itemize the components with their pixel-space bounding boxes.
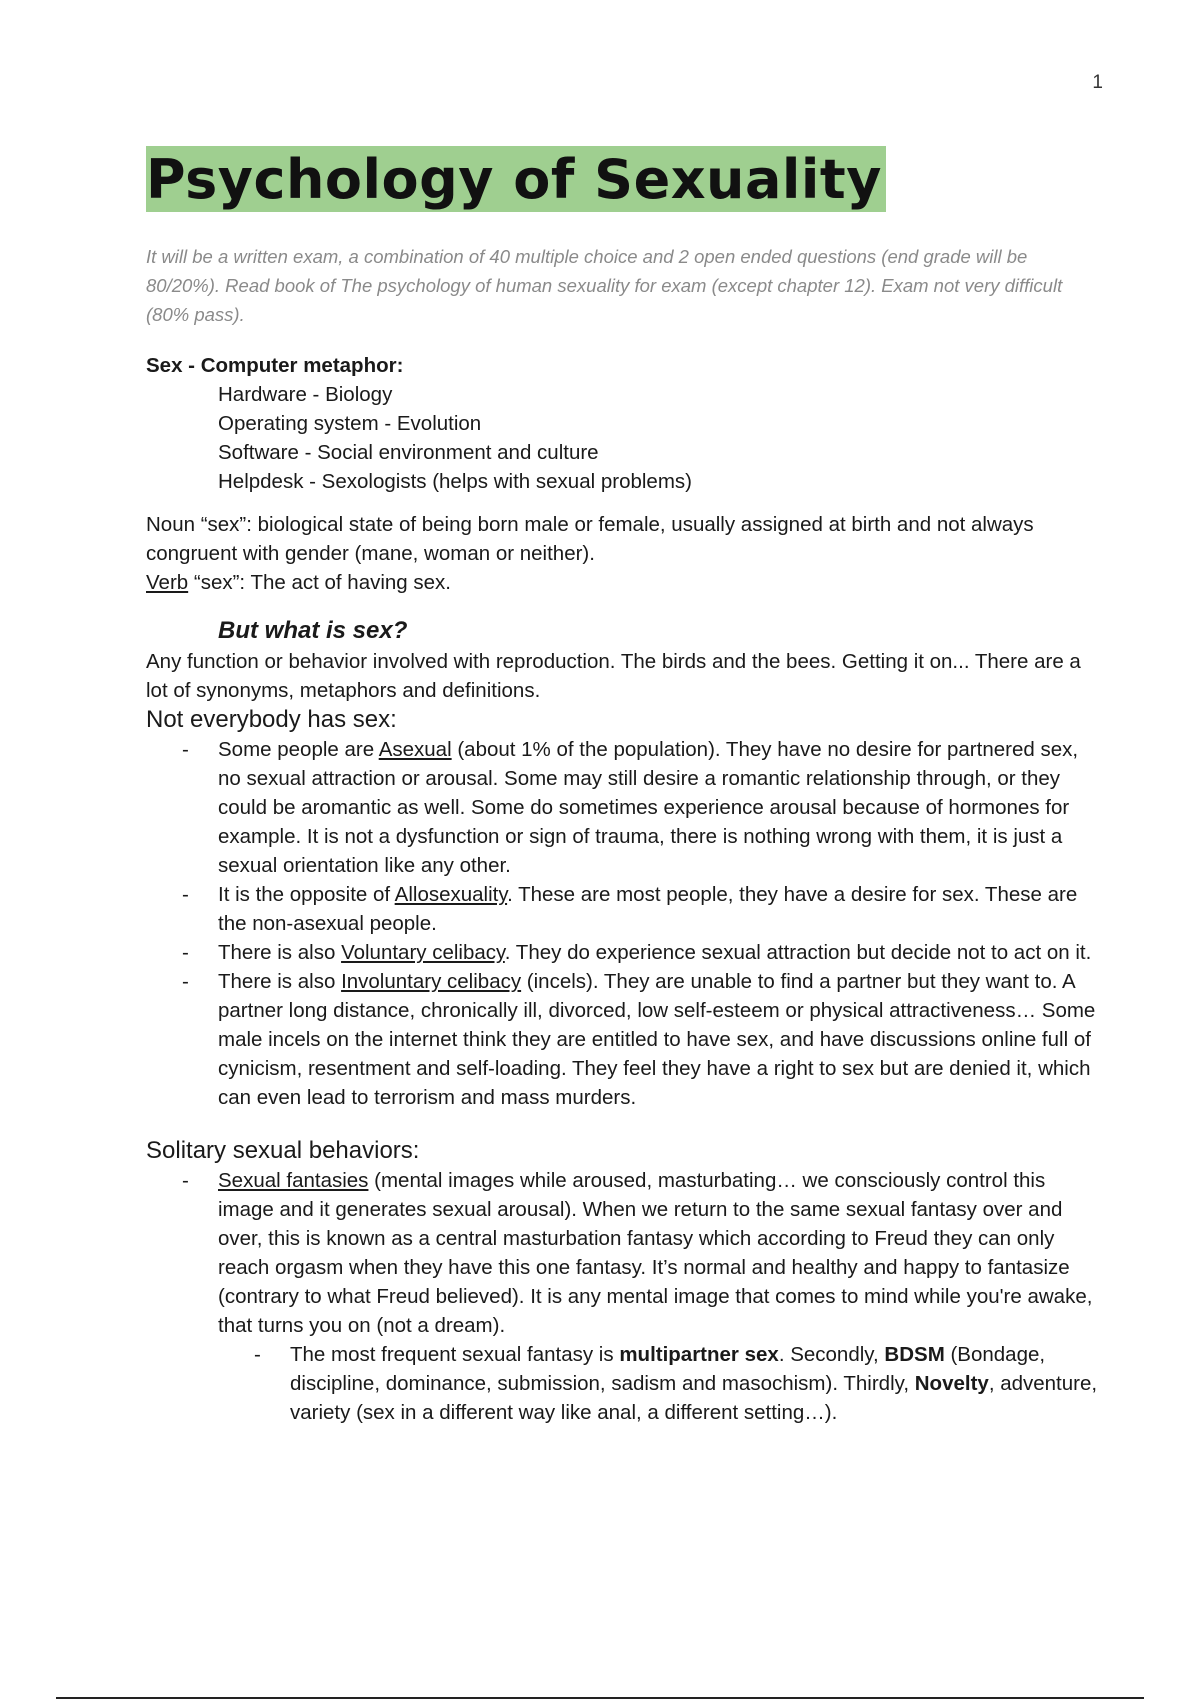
dash-bullet: - (182, 1169, 189, 1192)
verb-term: Verb (146, 571, 189, 594)
dash-bullet: - (182, 738, 189, 761)
metaphor-heading: Sex - Computer metaphor: (146, 354, 404, 377)
list-item: - Some people are Asexual (about 1% of the population). They have no desire for partnered sex, no sexual attraction or arousal. Some may still desire a romantic relationship through, or they could be aromantic as well. Some do sometimes experience arousal because of hormones for example. It is not a dysfunction or sign of trauma, there is nothing wrong with them, it is just a sexual orientation like any other. (146, 735, 1106, 880)
metaphor-item: Operating system - Evolution (218, 412, 482, 435)
dash-bullet: - (254, 1343, 261, 1366)
page-title: Psychology of Sexuality (146, 148, 882, 211)
list-item: - There is also Voluntary celibacy. They do experience sexual attraction but decide not to act on it. (146, 938, 1106, 967)
verb-definition (146, 568, 1106, 597)
metaphor-item: Hardware - Biology (218, 383, 393, 406)
term-sexual-fantasies: Sexual fantasies (218, 1169, 369, 1192)
definitions (146, 510, 1106, 597)
solitary-list (146, 1166, 1106, 1340)
metaphor-item: Helpdesk - Sexologists (helps with sexual problems) (218, 470, 692, 493)
term-allosexuality: Allosexuality (394, 883, 508, 906)
document-body (146, 146, 1106, 1427)
term-involuntary-celibacy: Involuntary celibacy (341, 970, 522, 993)
page-number: 1 (1092, 72, 1103, 93)
what-is-sex-heading: But what is sex? (218, 617, 408, 644)
list-item: - There is also Involuntary celibacy (incels). They are unable to find a partner but they want to. A partner long distance, chronically ill, divorced, low self-esteem or physical attractiveness… Some male incels on the internet think they are entitled to have sex, and have discussions online full of cynicism, resentment and self-loading. They feel they have a right to sex but are denied it, which can even lead to terrorism and mass murders. (146, 967, 1106, 1112)
footer-divider (56, 1697, 1144, 1699)
metaphor-item: Software - Social environment and culture (218, 441, 599, 464)
list-item: - Sexual fantasies (mental images while aroused, masturbating… we consciously control this image and it generates sexual arousal). When we return to the same sexual fantasy over and over, this is known as a central masturbation fantasy which according to Freud they can only reach orgasm when they have this one fantasy. It’s normal and healthy and happy to fantasize (contrary to what Freud believed). It is any mental image that comes to mind while you're awake, that turns you on (not a dream). (146, 1166, 1106, 1340)
term-voluntary-celibacy: Voluntary celibacy (341, 941, 505, 964)
intro-note: It will be a written exam, a combination of 40 multiple choice and 2 open ended questions (end grade will be 80/20%). Read book of The psychology of human sexuality for exam (except chapter 12). Exam not very difficult (80% pass). (146, 246, 1063, 325)
dash-bullet: - (182, 941, 189, 964)
list-item: - The most frequent sexual fantasy is multipartner sex. Secondly, BDSM (Bondage, discipline, dominance, submission, sadism and masochism). Thirdly, Novelty, adventure, variety (sex in a different way like anal, a different setting…). (146, 1340, 1106, 1427)
noun-definition: Noun “sex”: biological state of being born male or female, usually assigned at birth and not always congruent with gender (mane, woman or neither). (146, 513, 1034, 565)
metaphor-list (146, 380, 1106, 496)
solitary-heading: Solitary sexual behaviors: (146, 1137, 420, 1164)
dash-bullet: - (182, 970, 189, 993)
list-item: - It is the opposite of Allosexuality. These are most people, they have a desire for sex. These are the non-asexual people. (146, 880, 1106, 938)
title-highlight (146, 146, 886, 212)
dash-bullet: - (182, 883, 189, 906)
solitary-sublist (146, 1340, 1106, 1427)
term-asexual: Asexual (378, 738, 452, 761)
what-is-sex-text: Any function or behavior involved with reproduction. The birds and the bees. Getting it on... There are a lot of synonyms, metaphors and definitions. (146, 650, 1081, 702)
not-everybody-list (146, 735, 1106, 1112)
verb-text: “sex”: The act of having sex. (188, 571, 451, 594)
not-everybody-heading: Not everybody has sex: (146, 706, 397, 733)
